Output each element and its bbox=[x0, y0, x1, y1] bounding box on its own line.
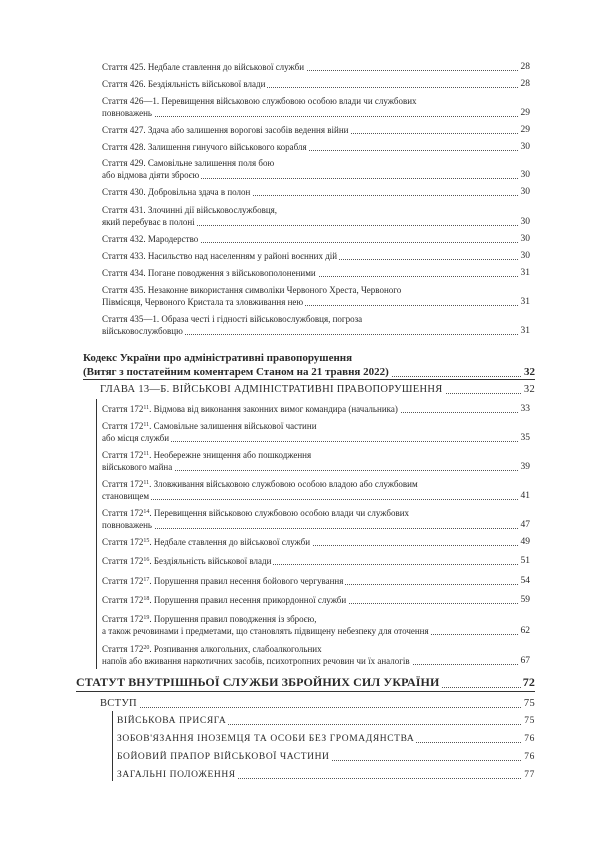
toc-entry-chapter[interactable] bbox=[100, 383, 535, 396]
toc-entry-title: або відмова діяти зброєю bbox=[102, 170, 200, 180]
toc-entry-line bbox=[102, 95, 530, 107]
toc-entry-title: Стаття $172^{16}$. Бездіяльність військової влади bbox=[102, 556, 272, 566]
article-number-superscript: 19 bbox=[143, 615, 150, 621]
toc-entry-title: Стаття $172^{11}$. Самовільне залишення військової частини bbox=[102, 421, 317, 431]
toc-entry-title: БОЙОВИЙ ПРАПОР ВІЙСЬКОВОЇ ЧАСТИНИ bbox=[117, 752, 330, 762]
toc-entry-article[interactable] bbox=[102, 61, 530, 73]
page-number: 32 bbox=[524, 366, 535, 378]
toc-entry-article[interactable] bbox=[102, 313, 530, 337]
toc-entry-title: Півмісяця, Червоного Кристала та зловживання нею bbox=[102, 297, 304, 307]
toc-entry-h2[interactable] bbox=[83, 351, 535, 379]
toc-entry-article[interactable] bbox=[102, 403, 530, 415]
toc-entry-line bbox=[102, 449, 530, 461]
toc-entry-article[interactable] bbox=[102, 95, 530, 119]
toc-entry-article[interactable] bbox=[102, 420, 530, 444]
toc-entry-title: напоїв або вживання наркотичних засобів, психотропних речовин чи їх аналогів bbox=[102, 656, 410, 666]
toc-entry-title: Кодекс України про адміністративні правопорушення bbox=[83, 352, 353, 364]
toc-entry-article[interactable] bbox=[102, 186, 530, 198]
page-number: 30 bbox=[520, 170, 530, 180]
page-number: 30 bbox=[520, 234, 530, 244]
toc-entry-title: (Витяг з постатейним коментарем Станом на 21 травня 2022) bbox=[83, 366, 389, 378]
toc-entry-title: Стаття $172^{17}$. Порушення правил несення бойового чергування bbox=[102, 576, 344, 586]
toc-entry-line bbox=[102, 186, 530, 198]
toc-entry-title: ЗОБОВ'ЯЗАННЯ ІНОЗЕМЦЯ ТА ОСОБИ БЕЗ ГРОМАДЯНСТВА bbox=[117, 734, 415, 744]
toc-entry-title: Стаття 425. Недбале ставлення до військової служби bbox=[102, 62, 305, 72]
toc-entry-line bbox=[102, 420, 530, 432]
toc-entry-title: Стаття $172^{19}$. Порушення правил поводження із зброєю, bbox=[102, 614, 317, 624]
toc-entry-article[interactable] bbox=[102, 204, 530, 228]
toc-entry-title: ВІЙСЬКОВА ПРИСЯГА bbox=[117, 716, 227, 726]
toc-entry-caps[interactable] bbox=[117, 769, 535, 781]
toc-entry-title: ВСТУП bbox=[100, 698, 137, 709]
toc-entry-article[interactable] bbox=[102, 267, 530, 279]
toc-entry-title: Стаття 430. Добровільна здача в полон bbox=[102, 187, 251, 197]
page-number: 30 bbox=[520, 251, 530, 261]
toc-entry-line bbox=[102, 325, 530, 337]
article-number-superscript: 20 bbox=[143, 645, 150, 651]
page-number: 29 bbox=[520, 125, 530, 135]
intro-bracket-line bbox=[112, 711, 113, 781]
toc-entry-article[interactable] bbox=[102, 536, 530, 548]
page-number: 32 bbox=[523, 384, 535, 395]
toc-entry-line bbox=[102, 536, 530, 548]
toc-entry-title: Стаття $172^{18}$. Порушення правил несення прикордонної служби bbox=[102, 595, 347, 605]
toc-entry-line bbox=[117, 769, 535, 781]
toc-entry-line bbox=[102, 296, 530, 308]
page-number: 72 bbox=[522, 675, 535, 689]
page-number: 30 bbox=[520, 187, 530, 197]
toc-entry-line bbox=[76, 675, 535, 690]
toc-entry-article[interactable] bbox=[102, 141, 530, 153]
toc-entry-line bbox=[83, 365, 535, 379]
article-number-superscript: 15 bbox=[143, 538, 150, 544]
toc-entry-line bbox=[117, 733, 535, 745]
toc-entry-title: Стаття 427. Здача або залишення ворогові засобів ведення війни bbox=[102, 125, 349, 135]
dot-leader bbox=[100, 707, 525, 708]
page-number: 28 bbox=[520, 79, 530, 89]
toc-entry-title: Стаття 429. Самовільне залишення поля бою bbox=[102, 158, 275, 168]
toc-entry-title: Стаття $172^{11}$. Зловживання військовою службовою особою владою або службовим bbox=[102, 479, 418, 489]
toc-entry-line bbox=[100, 383, 535, 396]
section-rule-statute bbox=[76, 691, 535, 692]
article-number-superscript: 14 bbox=[143, 509, 150, 515]
dot-leader bbox=[102, 499, 520, 500]
page-number: 77 bbox=[524, 770, 535, 780]
toc-entry-title: Стаття 435—1. Образа честі і гідності військовослужбовця, погроза bbox=[102, 314, 363, 324]
toc-entry-chapter[interactable] bbox=[100, 697, 535, 710]
toc-entry-caps[interactable] bbox=[117, 751, 535, 763]
page-number: 75 bbox=[524, 716, 535, 726]
toc-entry-line bbox=[102, 507, 530, 519]
toc-entry-title: військовослужбовцю bbox=[102, 326, 183, 336]
page-number: 49 bbox=[520, 537, 530, 547]
page-number: 29 bbox=[520, 108, 530, 118]
toc-entry-title: Стаття $172^{20}$. Розпивання алкогольних, слабоалкогольних bbox=[102, 644, 322, 654]
toc-entry-title: ЗАГАЛЬНІ ПОЛОЖЕННЯ bbox=[117, 770, 236, 780]
toc-entry-line bbox=[102, 432, 530, 444]
dot-leader bbox=[102, 116, 520, 117]
toc-entry-title: Стаття 435. Незаконне використання символіки Червоного Хреста, Червоного bbox=[102, 285, 402, 295]
toc-entry-article[interactable] bbox=[102, 449, 530, 473]
toc-entry-caps[interactable] bbox=[117, 715, 535, 727]
toc-entry-line bbox=[102, 403, 530, 415]
toc-entry-article[interactable] bbox=[102, 78, 530, 90]
page-number: 31 bbox=[520, 326, 530, 336]
toc-entry-line bbox=[102, 655, 530, 667]
toc-entry-article[interactable] bbox=[102, 643, 530, 667]
toc-entry-line bbox=[102, 461, 530, 473]
article-number-superscript: 11 bbox=[143, 405, 150, 411]
section-rule-codex bbox=[83, 379, 535, 380]
article-number-superscript: 11 bbox=[143, 480, 150, 486]
toc-entry-article[interactable] bbox=[102, 594, 530, 606]
toc-entry-title: Стаття $172^{11}$. Відмова від виконання законних вимог командира (начальника) bbox=[102, 404, 398, 414]
chapter-bracket-line bbox=[96, 399, 97, 669]
toc-entry-line bbox=[102, 643, 530, 655]
toc-entry-article[interactable] bbox=[102, 284, 530, 308]
toc-entry-title: Стаття 433. Насильство над населенням у районі воєнних дій bbox=[102, 251, 338, 261]
toc-entry-line bbox=[102, 613, 530, 625]
toc-entry-line bbox=[102, 284, 530, 296]
toc-entry-line bbox=[102, 490, 530, 502]
toc-entry-title: повноважень bbox=[102, 108, 153, 118]
toc-entry-line bbox=[102, 594, 530, 606]
toc-entry-line bbox=[102, 204, 530, 216]
toc-entry-title: а також речовинами і предметами, що становлять підвищену небезпеку для оточення bbox=[102, 626, 429, 636]
toc-entry-line bbox=[102, 267, 530, 279]
article-number-superscript: 17 bbox=[143, 577, 150, 583]
toc-entry-title: Стаття $172^{15}$. Недбале ставлення до військової служби bbox=[102, 537, 311, 547]
toc-entry-title: становищем bbox=[102, 491, 150, 501]
page-number: 30 bbox=[520, 142, 530, 152]
toc-entry-article[interactable] bbox=[102, 507, 530, 531]
toc-entry-line bbox=[102, 216, 530, 228]
toc-entry-title: Стаття $172^{11}$. Необережне знищення або пошкодження bbox=[102, 450, 312, 460]
toc-entry-title: ГЛАВА 13—Б. ВІЙСЬКОВІ АДМІНІСТРАТИВНІ ПРАВОПОРУШЕННЯ bbox=[100, 384, 443, 395]
page-number: 62 bbox=[520, 626, 530, 636]
page-number: 28 bbox=[520, 62, 530, 72]
page-number: 41 bbox=[520, 491, 530, 501]
page-number: 67 bbox=[520, 656, 530, 666]
toc-entry-line bbox=[102, 61, 530, 73]
toc-entry-article[interactable] bbox=[102, 157, 530, 181]
page-number: 30 bbox=[520, 217, 530, 227]
toc-entry-line bbox=[117, 715, 535, 727]
page-number: 76 bbox=[524, 734, 535, 744]
page-number: 31 bbox=[520, 268, 530, 278]
toc-entry-line bbox=[102, 478, 530, 490]
page-number: 54 bbox=[520, 576, 530, 586]
page-number: 39 bbox=[520, 462, 530, 472]
dot-leader bbox=[102, 528, 520, 529]
article-number-superscript: 18 bbox=[143, 596, 150, 602]
toc-entry-title: Стаття $172^{14}$. Перевищення військовою службовою особою влади чи службових bbox=[102, 508, 410, 518]
toc-entry-line bbox=[102, 625, 530, 637]
toc-entry-article[interactable] bbox=[102, 575, 530, 587]
toc-entry-caps[interactable] bbox=[117, 733, 535, 745]
page-number: 31 bbox=[520, 297, 530, 307]
toc-entry-title: Стаття 426—1. Перевищення військовою службовою особою влади чи службових bbox=[102, 96, 417, 106]
toc-entry-line bbox=[102, 250, 530, 262]
toc-entry-article[interactable] bbox=[102, 233, 530, 245]
article-number-superscript: 11 bbox=[143, 422, 150, 428]
toc-entry-title: Стаття 428. Залишення гинучого військового корабля bbox=[102, 142, 307, 152]
toc-entry-line bbox=[102, 107, 530, 119]
toc-entry-line bbox=[102, 555, 530, 567]
page-number: 75 bbox=[523, 698, 535, 709]
toc-entry-title: який перебуває в полоні bbox=[102, 217, 195, 227]
toc-entry-article[interactable] bbox=[102, 250, 530, 262]
toc-entry-title: повноважень bbox=[102, 520, 153, 530]
toc-entry-title: Стаття 434. Погане поводження з військовополоненими bbox=[102, 268, 316, 278]
toc-entry-article[interactable] bbox=[102, 613, 530, 637]
toc-entry-line bbox=[102, 78, 530, 90]
toc-entry-line bbox=[83, 351, 535, 365]
toc-entry-title: Стаття 432. Мародерство bbox=[102, 234, 199, 244]
toc-entry-line bbox=[102, 169, 530, 181]
toc-entry-title: військового майна bbox=[102, 462, 173, 472]
toc-entry-line bbox=[102, 157, 530, 169]
page-number: 33 bbox=[520, 404, 530, 414]
toc-entry-line bbox=[117, 751, 535, 763]
toc-entry-article[interactable] bbox=[102, 124, 530, 136]
toc-entry-title: або місця служби bbox=[102, 433, 170, 443]
toc-entry-line bbox=[102, 313, 530, 325]
toc-entry-line bbox=[102, 233, 530, 245]
toc-entry-line bbox=[102, 575, 530, 587]
article-number-superscript: 11 bbox=[143, 451, 150, 457]
toc-entry-line bbox=[102, 141, 530, 153]
toc-entry-article[interactable] bbox=[102, 555, 530, 567]
page-number: 51 bbox=[520, 556, 530, 566]
page-number: 59 bbox=[520, 595, 530, 605]
toc-entry-line bbox=[100, 697, 535, 710]
toc-entry-h1[interactable] bbox=[76, 675, 535, 690]
page-number: 47 bbox=[520, 520, 530, 530]
toc-entry-article[interactable] bbox=[102, 478, 530, 502]
toc-entry-line bbox=[102, 519, 530, 531]
toc-entry-line bbox=[102, 124, 530, 136]
article-number-superscript: 16 bbox=[143, 557, 150, 563]
toc-entry-title: Стаття 431. Злочинні дії військовослужбовця, bbox=[102, 205, 278, 215]
toc-entry-title: СТАТУТ ВНУТРІШНЬОЇ СЛУЖБИ ЗБРОЙНИХ СИЛ УКРАЇНИ bbox=[76, 675, 440, 689]
toc-entry-title: Стаття 426. Бездіяльність військової влади bbox=[102, 79, 266, 89]
page-number: 35 bbox=[520, 433, 530, 443]
page-number: 76 bbox=[524, 752, 535, 762]
